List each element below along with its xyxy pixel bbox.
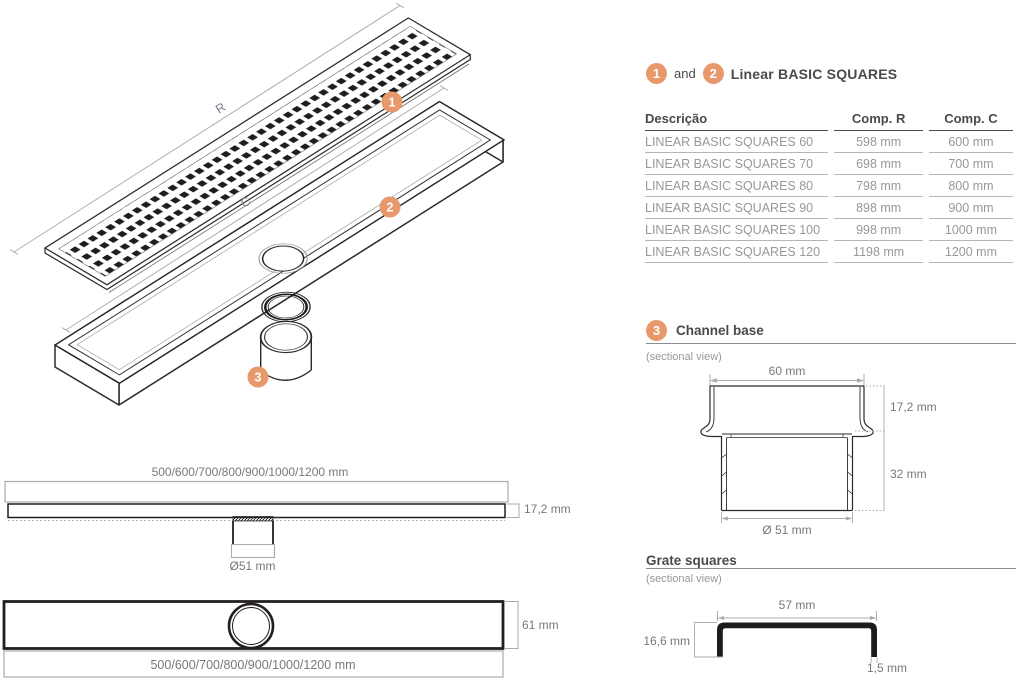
badge-2: 2 <box>703 63 724 84</box>
dim-line-bottom <box>722 512 853 523</box>
iso-badge-3 <box>248 367 269 388</box>
spec-table-wrap <box>645 106 1019 263</box>
dim-diameter: Ø 51 mm <box>762 523 812 537</box>
channel-base-title: Channel base <box>676 323 764 338</box>
dim-grate-thickness: 1,5 mm <box>866 661 908 675</box>
channel-base-subtitle: (sectional view) <box>646 351 722 363</box>
pipe-barb-ticks <box>722 454 853 494</box>
grate-profile-subtitle: (sectional view) <box>646 573 722 585</box>
side-view-outlet <box>232 517 275 558</box>
iso-badge-1 <box>382 92 403 113</box>
col-header-descricao: Descrição <box>645 106 828 131</box>
dim-top-width: 60 mm <box>768 364 806 378</box>
table-row: LINEAR BASIC SQUARES 60 598 mm 600 mm <box>645 131 1013 153</box>
page-title: Linear BASIC SQUARES <box>730 65 898 82</box>
grate-profile-rule <box>646 568 1016 569</box>
product-title-block <box>646 63 897 84</box>
svg-text:2: 2 <box>386 200 394 215</box>
dim-upper-height: 17,2 mm <box>890 400 937 414</box>
plan-view-drawing <box>0 595 600 681</box>
channel-base-sectional-drawing <box>690 360 960 545</box>
plan-view-length-label: 500/600/700/800/900/1000/1200 mm <box>150 658 356 672</box>
side-view-height-label: 17,2 mm <box>524 502 571 516</box>
table-row: LINEAR BASIC SQUARES 90 898 mm 900 mm <box>645 197 1013 219</box>
c-dimension-label: C <box>238 193 254 211</box>
r-dimension-label: R <box>213 99 229 117</box>
table-row: LINEAR BASIC SQUARES 70 698 mm 700 mm <box>645 153 1013 175</box>
col-header-comp-c: Comp. C <box>929 106 1013 131</box>
svg-text:1: 1 <box>388 95 396 110</box>
channel-base-rule <box>646 343 1016 344</box>
side-view-height-bracket <box>507 504 519 518</box>
side-view-grate-outline <box>8 504 505 518</box>
channel-base-heading <box>646 320 764 341</box>
plan-view-body <box>4 602 503 649</box>
dim-line-grate-width <box>718 611 877 621</box>
table-header-row <box>645 106 1013 131</box>
and-text: and <box>674 66 696 81</box>
table-row: LINEAR BASIC SQUARES 80 798 mm 800 mm <box>645 175 1013 197</box>
side-view-outlet-label: Ø51 mm <box>229 559 276 573</box>
iso-badge-2 <box>380 197 401 218</box>
table-row: LINEAR BASIC SQUARES 100 998 mm 1000 mm <box>645 219 1013 241</box>
col-header-comp-r: Comp. R <box>834 106 922 131</box>
dim-lower-height: 32 mm <box>890 467 927 481</box>
grate-profile-sectional-drawing <box>640 590 960 681</box>
dim-grate-width: 57 mm <box>778 598 816 612</box>
grate-profile-title: Grate squares <box>646 553 737 568</box>
side-view-channel-outline <box>5 482 508 503</box>
plan-view-height-label: 61 mm <box>522 618 559 632</box>
channel-base-profile <box>701 386 873 511</box>
dim-grate-height: 16,6 mm <box>643 634 690 648</box>
badge-1: 1 <box>646 63 667 84</box>
spec-table <box>639 106 1019 263</box>
table-row: LINEAR BASIC SQUARES 120 1198 mm 1200 mm <box>645 241 1013 263</box>
isometric-exploded-view <box>0 0 540 430</box>
side-view-length-label: 500/600/700/800/900/1000/1200 mm <box>151 465 349 479</box>
side-elevation-drawing <box>0 455 600 580</box>
svg-text:3: 3 <box>254 370 262 385</box>
plan-view-height-bracket <box>505 602 518 649</box>
badge-3: 3 <box>646 320 667 341</box>
grate-profile-shape <box>717 623 877 658</box>
